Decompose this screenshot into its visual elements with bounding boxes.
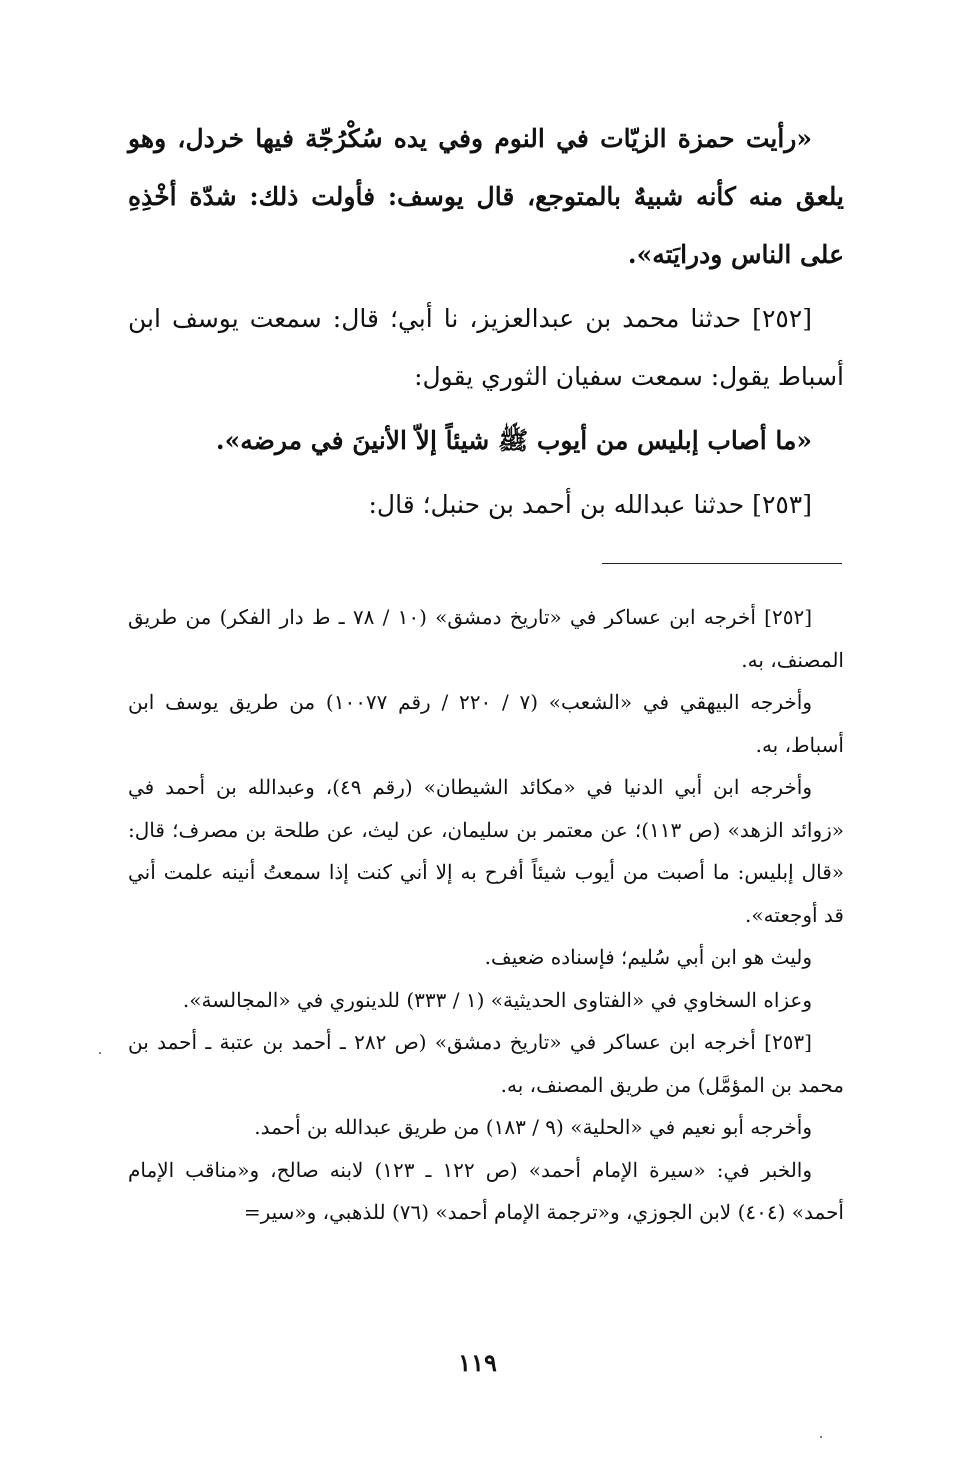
scan-speck bbox=[99, 1052, 101, 1054]
footnote-paragraph: وعزاه السخاوي في «الفتاوى الحديثية» (١ / ٣٣٣) للدينوري في «المجالسة». bbox=[182, 987, 812, 1012]
footnote-paragraph: والخبر في: «سيرة الإمام أحمد» (ص ١٢٢ ـ ١٢٣) لابنه صالح، و«مناقب الإمام أحمد» (٤٠٤) لابن الجوزي، و«ترجمة الإمام أحمد» (٧٦) للذهبي، و«سير= bbox=[128, 1157, 844, 1224]
narration-252: [٢٥٢] حدثنا محمد بن عبدالعزيز، نا أبي؛ قال: سمعت يوسف ابن أسباط يقول: سمعت سفيان الثوري يقول: bbox=[128, 304, 844, 391]
quote-paragraph: «رأيت حمزة الزيّات في النوم وفي يده سُكْرُجّة فيها خردل، وهو يلعق منه كأنه شبيهٌ بالمتوجع، قال يوسف: فأولت ذلك: شدّة أخْذِهِ على الناس ودرايَته». bbox=[128, 124, 844, 269]
footnote-paragraph: وأخرجه أبو نعيم في «الحلية» (٩ / ١٨٣) من طريق عبدالله بن أحمد. bbox=[254, 1115, 812, 1139]
footnote-paragraph: وأخرجه ابن أبي الدنيا في «مكائد الشيطان» (رقم ٤٩)، وعبدالله بن أحمد في «زوائد الزهد» (ص ١١٣)؛ عن معتمر بن سليمان، عن ليث، عن طلحة بن مصرف؛ قال: «قال إبليس: ما أصبت من أيوب شيئاً أفرح به إلا أني كنت إذا سمعتُ أنينه علمت أني قد أوجعته». bbox=[128, 775, 844, 927]
footnote-paragraph: وأخرجه البيهقي في «الشعب» (٧ / ٢٢٠ / رقم ١٠٠٧٧) من طريق يوسف ابن أسباط، به. bbox=[128, 690, 844, 757]
footnote-paragraph: وليث هو ابن أبي سُليم؛ فإسناده ضعيف. bbox=[484, 945, 812, 969]
scan-speck bbox=[820, 1436, 822, 1438]
main-text-block bbox=[128, 110, 844, 534]
page-number: ١١٩ bbox=[458, 1348, 497, 1377]
footnote-paragraph: [٢٥٣] أخرجه ابن عساكر في «تاريخ دمشق» (ص ٢٨٢ ـ أحمد بن عتبة ـ أحمد بن محمد بن المؤمَّل) من طريق المصنف، به. bbox=[128, 1030, 844, 1097]
narration-253: [٢٥٣] حدثنا عبدالله بن أحمد بن حنبل؛ قال: bbox=[368, 490, 812, 519]
footnote-paragraph: [٢٥٢] أخرجه ابن عساكر في «تاريخ دمشق» (١٠ / ٧٨ ـ ط دار الفكر) من طريق المصنف، به. bbox=[128, 605, 844, 672]
quote-paragraph: «ما أصاب إبليس من أيوب ﷺ شيئاً إلاّ الأنينَ في مرضه». bbox=[215, 426, 812, 455]
footnote-separator bbox=[602, 563, 842, 564]
footnotes-block bbox=[128, 596, 844, 1234]
